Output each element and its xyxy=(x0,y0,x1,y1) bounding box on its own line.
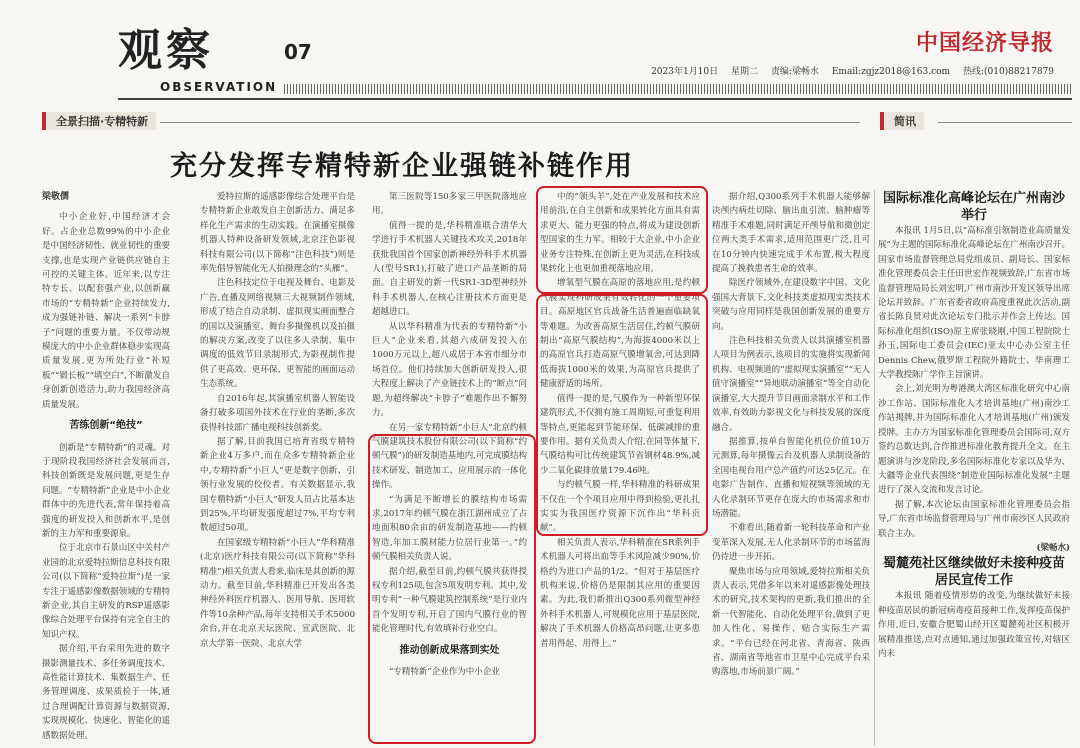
paragraph: “专精特新”企业作为中小企业 xyxy=(389,667,500,677)
subheading: 苦练创新“绝技” xyxy=(69,420,143,432)
divider xyxy=(938,122,1072,123)
article-headline: 充分发挥专精特新企业强链补链作用 xyxy=(170,151,634,182)
paragraph: 据了解,目前我国已培育省级专精特新企业4万多户,而在众多专精特新企业中,专精特新“小巨人”更是数字创新、引领行业发展的佼佼者。有关数据显示,我国专精特新“小巨人”研发人员占比基本达到25%,平均研发强度超过7%,平均专利数超过50项。 xyxy=(200,436,355,534)
paragraph: 本报讯 1月5日,以“高标准引领制造业高质量发展”为主题的国际标准化高峰论坛在广州南沙召开。国家市场监督管理总局党组成员、副局长、国家标准化管理委员会主任田世宏作视频致辞,广东省市场监督管理局局长刘宏明,广州市南沙开发区领导出席论坛并致辞。广东省委省政府高度重视此次活动,副省长陈良贤对此次论坛专门批示并作会上传达。国际标准化组织(ISO)原主席张晓刚,中国工程院院士孙玉,国际电工委员会(IEC)亚太中心办公室主任Dennis Chew,俄罗斯工程院外籍院士、华南理工大学教授陈广学作主旨演讲。 xyxy=(878,226,1070,381)
subheading: 推动创新成果落到实处 xyxy=(399,644,500,656)
brief-byline: (梁畅水) xyxy=(1036,542,1070,553)
news-brief-column xyxy=(878,190,1070,746)
section-title: 观察 xyxy=(118,25,214,76)
paragraph: 位于北京市石景山区中关村产业园的北京爱特拉斯信息科技有限公司(以下简称“爱特拉斯”)是一家专注于遥感影像数据领域的专精特新企业,其自主研发的RSP遥感影像综合处理平台保持有完全自主的知识产权。 xyxy=(42,543,170,640)
divider xyxy=(160,122,860,123)
brief-tag: 简讯 xyxy=(880,112,924,130)
paragraph: 本报讯 随着疫情形势的改变,为继续做好未接种疫苗居民的新冠病毒疫苗接种工作,发挥疫苗保护作用,近日,安徽合肥蜀山经开区蜀麓苑社区积极开展精准推送,点对点通知,通过加强政策宣传,对辖区内未 xyxy=(878,591,1070,659)
paragraph: 从以华科精准为代表的专精特新“小巨人”企业来看,其超六成研发投入在1000万元以上,超八成居于本省市细分市场首位。他们持续加大创新研发投入,很大程度上解决了产业链技术上的“断点”问题,为超终解决“卡脖子”难题作出不懈努力。 xyxy=(372,321,527,419)
paragraph: 注色科技相关负责人以其演播室机器人项目为例表示,该项目的实施将实现新闻机构、电视频道的“虚拟现实演播室”“无人值守演播室”“异地联动演播室”等全自动化演播室,大大提升节目画面录制水平和工作效率,有效助力影视文化与科技发展的深度融合。 xyxy=(712,336,870,433)
paragraph: 据介绍,截至目前,约顿气膜共获得授权专利125项,包含5项发明专利。其中,发明专利“一种气膜建筑控制系统”是行业内首个发明专利,开启了国内气膜行业的智能化管理时代,有效填补行业空白。 xyxy=(372,566,527,635)
section-title-english: OBSERVATION xyxy=(160,80,278,94)
paragraph: 第三医院等150多家三甲医院落地应用。 xyxy=(372,192,527,217)
paragraph: 创新是“专精特新”的灵魂。对于现阶段我国经济社会发展而言,科技创新既是发展问题,更是生存问题。“专精特新”企业是中小企业群体中的先进代表,常年保持着高强度的研发投入和创新水平,是创新的主力军和重要源泉。 xyxy=(42,442,170,539)
page-number: 07 xyxy=(284,40,312,64)
paragraph: 注色科技定位于电视及舞台、电影及广告,直播及网络视频三大视频制作领域,形成了结合自动录制、虚拟现实画面整合的国以及演播室、舞台多摄像机以及拍摄的解决方案,改变了以往多人录制、集中调度的低效节目录制形式,为影视制作提供了更高效、更环保、更智能的画面运动生态系统。 xyxy=(200,278,355,390)
issue-date: 2023年1月10日 xyxy=(651,67,719,77)
article-column-1 xyxy=(42,190,170,746)
contact-phone: 热线:(010)88217879 xyxy=(962,67,1054,77)
issue-info-bar xyxy=(641,64,1054,77)
paragraph: 聚焦市场与应用领域,爱特拉斯相关负责人表示,凭借多年以来对遥感影像处理技术的研究,技术架构的更新,我们推出的全新一代智能化、自动化处理平台,做到了更加人性化、易操作、贴合实际生产需求。“平台已经在河北省、青海省、陕西省、湖南省等地省市卫星中心完成平台采购落地,市场前景广阔。” xyxy=(712,566,870,678)
paragraph: 据推算,按单台智能化机位价值10万元测算,每年摄像云台及机器人录制设备的全国电视台用户总产值约可达25亿元。在电影广告制作、直播和短视频等领域的无人化录制环节更存在庞大的市场需求和市场潜能。 xyxy=(712,436,870,519)
paragraph: 会上,刘光明为粤港澳大湾区标准化研究中心南沙工作站、国际标准化人才培训基地(广州)南沙工作站揭牌,并为国际标准化人才培训基地(广州)颁发授牌。主办方为国家标准化管理委员会国际司,双方签约总数达到,合作推进标准化教育提升全文。在主题演讲与沙龙阶段,多名国际标准化专家以及华为、大疆等企业代表围绕“制造业国际标准化发展”主题进行了深入交流和发言讨论。 xyxy=(878,384,1070,496)
article-column-3 xyxy=(372,190,527,746)
paragraph: 据介绍,平台采用先进的数字摄影测量技术、多任务调度技术、高性能计算技术、集数据生产、任务管理调度、成果质检于一体,通过合理调配计算资源与数据资源,实现规模化、快速化、智能化的遥感数据处理。 xyxy=(42,644,170,741)
article-column-2 xyxy=(200,190,355,746)
paragraph: 在另一家专精特新“小巨人”北京约顿气膜建筑技术股份有限公司(以下简称“约顿气膜”)的研发制造基地内,可完成膜结构技术研发、制造加工、应用展示的一体化操作。 xyxy=(372,422,527,491)
paragraph: 除医疗领域外,在建设数字中国、文化强国大背景下,文化科技类虚拟现实类技术突破与应用同样是我国创新发展的重要方向。 xyxy=(712,278,870,332)
paragraph: 相关负责人表示,华科精准在SR系列手术机器人可将出血等手术风险减少90%,价格约为进口产品的1/2。“但对于基层医疗机构来说,价格仍是限制其应用的重要因素。为此,我们新推出Q300系列微型神经外科手术机器人,可规模化应用于基层医院,解决了手术机器人价格高昂问题,让更多患者用得起、用得上。” xyxy=(540,537,700,649)
paragraph: 不难看出,随着新一轮科技革命和产业变革深入发展,无人化录制环节的市场蓝海仍待进一步开拓。 xyxy=(712,523,870,563)
paragraph: 中小企业好,中国经济才会好。占企业总数99%的中小企业是中国经济韧性、就业韧性的重要支撑,也是实现产业链供应链自主可控的关键主体。近年来,以专注特专长、以配套强产业,以创新赢市场的“专精特新”企业持续发力,成为强链补链、解决一系列“卡脖子”问题的重要力量。不仅带动规模庞大的中小企业群体稳步实现高质量发展,更为所处行业“补短板”“锻长板”“填空白”,不断激发自身创新创造活力,助力我国经济高质量发展。 xyxy=(42,212,170,410)
editor-credit: 责编:梁畅水 xyxy=(770,67,819,77)
article-column-5 xyxy=(712,190,870,746)
issue-weekday: 星期二 xyxy=(731,67,759,77)
article-author: 梁敬儒 xyxy=(42,192,70,202)
brief-headline: 国际标准化高峰论坛在广州南沙举行 xyxy=(882,191,1065,223)
article-column-4 xyxy=(540,190,700,746)
paragraph: 值得一提的是,华科精准联合清华大学进行手术机器人关键技术攻关,2018年获批我国首个国家创新神经外科手术机器人(型号SR1),打破了进口产品垄断的局面。自主研发的新一代SR1-3D型神经外科手术机器人,在核心注册技术方面更是超越进口。 xyxy=(372,220,527,318)
paragraph: 与约顿气膜一样,华科精准的科研成果不仅在一个个项目应用中得到检验,更扎扎实实为我国医疗资源下沉作出“华科贡献”。 xyxy=(540,480,700,534)
paragraph: 增氧型气膜在高原的落地应用,是约顿气膜实现科研成果有效转化的一个重要项目。高原地区官兵战备生活普遍面临缺氧等难题。为改善高原生活居住,约顿气膜研制出“高原气膜结构”,为海拔4000米以上的高原官兵打造高原气膜增氧舍,可达到降低海拔1000米的效果,为高原官兵提供了健康舒适的场所。 xyxy=(540,278,700,390)
masthead-rule xyxy=(118,98,1072,100)
contact-email: Email:zgjz2018@163.com xyxy=(831,67,951,77)
paragraph: “为满足不断增长的膜结构市场需求,2017年约顿气膜在浙江湖州成立了占地面积80余亩的研发制造基地——约顿智造,年加工膜材能力位居行业第一。”约顿气膜相关负责人说。 xyxy=(372,494,527,563)
paragraph: 据介绍,Q300系列手术机器人能够解决颅内病灶切除、脑出血引流、脑肿瘤等精准手术难题,同时满足开颅导航和微创定位两大类手术需求,适用范围更广泛,且可在10分钟内快速完成手术布置,极大程度提高了挽救患者生命的效率。 xyxy=(712,192,870,275)
paragraph: 值得一提的是,气膜作为一种新型环保建筑形式,不仅拥有施工周期短,可重复利用等特点,更能起到节能环保、低碳减排的重要作用。据有关负责人介绍,在同等体量下,气膜结构可比传统建筑节省钢材48.9%,减少二氧化碳排放量179.46吨。 xyxy=(540,393,700,476)
column-divider xyxy=(874,190,875,746)
newspaper-logo: 中国经济导报 xyxy=(915,30,1054,56)
paragraph: 据了解,本次论坛由国家标准化管理委员会指导,广东省市场监督管理局与广州市南沙区人民政府联合主办。 xyxy=(878,499,1070,539)
brief-headline: 蜀麓苑社区继续做好未接种疫苗居民宣传工作 xyxy=(882,556,1065,589)
paragraph: 中的“领头羊”,处在产业发展和技术应用前沿,在自主创新和成果转化方面具有需求更大、能力更强的特点,将成为建设创新型国家的生力军。相较于大企业,中小企业业务专注特殊,在创新上更为灵活,在科技成果转化上也更加重视落地应用。 xyxy=(540,192,700,275)
paragraph: 爱特拉斯的遥感影像综合处理平台是专精特新企业敢发自主创新活力、满足多样化生产需求的生动实践。在演播室摄像机器人特种设备研发领域,北京注色影视科技有限公司(以下简称“注色科技”)则是率先倡导智能化无人拍摄理念的“头雁”。 xyxy=(200,192,355,275)
paragraph: 在国家级专精特新“小巨人”华科精准(北京)医疗科技有限公司(以下简称“华科精准”)相关负责人看来,临床是其创新的源动力。截至目前,华科精准已开发出各类神经外科医疗机器人、医用导航、医用软件等10余种产品,每年支持相关手术5000余台,并在北京天坛医院、宣武医院、北京大学第一医院、北京大学 xyxy=(200,537,355,649)
column-tag: 全景扫描·专精特新 xyxy=(42,112,156,130)
paragraph: 自2016年起,其演播室机器人智能设备打破多项国外技术在行业的垄断,多次获得科技部广播电视科技创新奖。 xyxy=(200,393,355,433)
decorative-hatch xyxy=(284,84,1072,94)
